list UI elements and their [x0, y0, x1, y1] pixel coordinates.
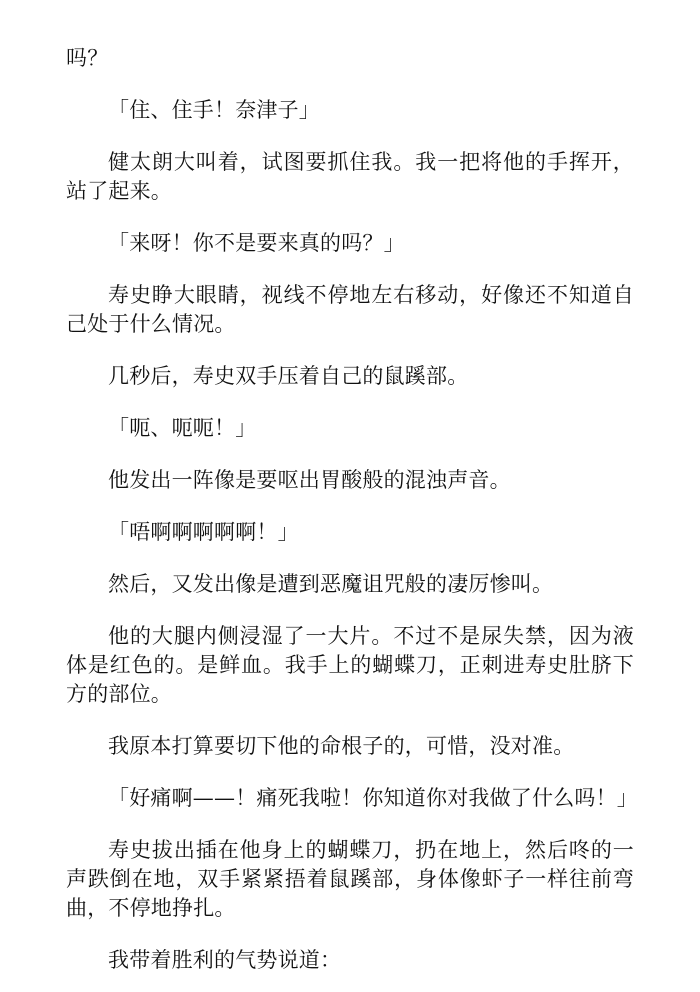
paragraph-narration: 寿史拔出插在他身上的蝴蝶刀，扔在地上，然后咚的一声跌倒在地，双手紧紧捂着鼠蹊部，身体像虾子一样往前弯曲，不停地挣扎。 — [66, 838, 634, 920]
paragraph-narration: 健太朗大叫着，试图要抓住我。我一把将他的手挥开，站了起来。 — [66, 150, 634, 203]
paragraph-narration: 然后，又发出像是遭到恶魔诅咒般的凄厉惨叫。 — [108, 572, 554, 596]
paragraph-dialogue: 「呃、呃呃！」 — [108, 416, 257, 440]
paragraph-continuation: 吗？ — [66, 46, 109, 70]
paragraph-narration: 我带着胜利的气势说道： — [108, 948, 342, 972]
paragraph-narration: 寿史睁大眼睛，视线不停地左右移动，好像还不知道自己处于什么情况。 — [66, 283, 634, 336]
paragraph-narration: 几秒后，寿史双手压着自己的鼠蹊部。 — [108, 364, 469, 388]
paragraph-dialogue: 「来呀！你不是要来真的吗？」 — [108, 231, 405, 255]
paragraph-narration: 他发出一阵像是要呕出胃酸般的混浊声音。 — [108, 468, 511, 492]
paragraph-dialogue: 「好痛啊——！痛死我啦！你知道你对我做了什么吗！」 — [108, 786, 638, 810]
paragraph-dialogue: 「住、住手！奈津子」 — [108, 98, 320, 122]
paragraph-narration: 他的大腿内侧浸湿了一大片。不过不是尿失禁，因为液体是红色的。是鲜血。我手上的蝴蝶刀，正刺进寿史肚脐下方的部位。 — [66, 624, 634, 706]
paragraph-dialogue: 「唔啊啊啊啊啊！」 — [108, 520, 299, 544]
paragraph-narration: 我原本打算要切下他的命根子的，可惜，没对准。 — [108, 734, 575, 758]
